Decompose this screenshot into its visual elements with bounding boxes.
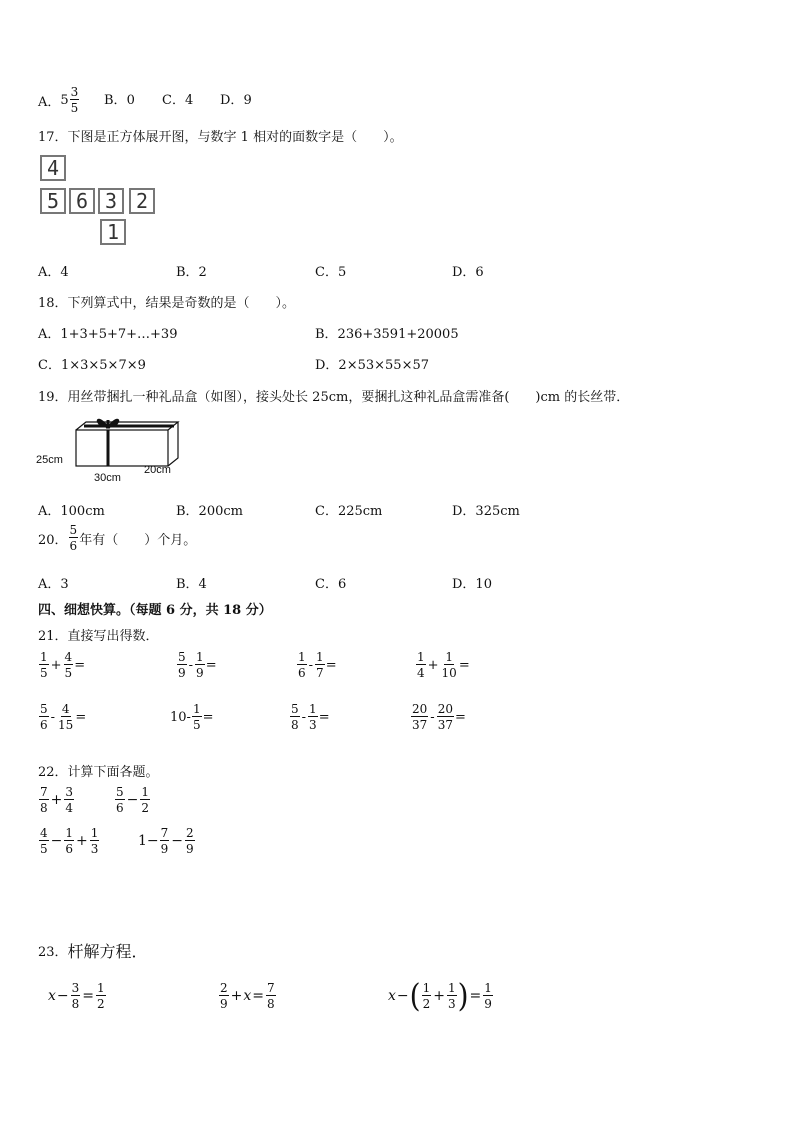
fraction: $\frac{7}{8}$ <box>40 785 48 815</box>
q17-option-c: C．5 <box>315 265 347 280</box>
q22-expression: 1− $\frac{7}{9}$ − $\frac{2}{9}$ <box>138 826 194 856</box>
fraction: $\frac{2}{9}$ <box>220 981 228 1011</box>
q19-question: 19．用丝带捆扎一种礼品盒（如图），接头处长 25cm，要捆扎这种礼品盒需准备( )cm 的长丝带． <box>38 390 630 405</box>
q21-expression: 10- $\frac{1}{5}$ = <box>170 702 214 732</box>
fraction: $\frac{1}{10}$ <box>441 650 457 680</box>
q19-option-c: C．225cm <box>315 504 383 519</box>
q21-expression: $\frac{1}{6}$ - $\frac{1}{7}$ = <box>298 650 337 680</box>
fraction: $\frac{4}{5}$ <box>64 650 73 680</box>
q16-option-c: C．4 <box>162 93 194 108</box>
q19-option-b: B．200cm <box>176 504 243 519</box>
fraction: $\frac{1}{7}$ <box>316 650 324 680</box>
q23-equation: $\frac{2}{9}$ + x = $\frac{7}{8}$ <box>220 981 275 1011</box>
q19-option-d: D．325cm <box>452 504 520 519</box>
fraction: $\frac{1}{6}$ <box>65 826 74 856</box>
fraction: $\frac{3}{8}$ <box>71 981 80 1011</box>
net-face-bottom: 1 <box>100 219 126 245</box>
fraction: $\frac{1}{2}$ <box>422 981 431 1011</box>
q18-question: 18．下列算式中，结果是奇数的是（ ）。 <box>38 296 296 311</box>
fraction: $\frac{1}{2}$ <box>141 785 150 815</box>
q18-option-b: B．236+3591+20005 <box>315 327 459 342</box>
fraction: $\frac{2}{9}$ <box>186 826 194 856</box>
box-height-label: 25cm <box>36 454 63 466</box>
fraction: $\frac{1}{3}$ <box>90 826 99 856</box>
mixed-number-whole: 5 <box>60 92 69 108</box>
q17-option-a: A．4 <box>38 265 69 280</box>
option-letter: A． <box>38 94 61 110</box>
fraction: $\frac{1}{4}$ <box>417 650 425 680</box>
q22-question: 22．计算下面各题。 <box>38 765 159 780</box>
fraction: $\frac{1}{9}$ <box>196 650 204 680</box>
fraction: $\frac{5}{9}$ <box>178 650 186 680</box>
fraction: $\frac{4}{15}$ <box>58 702 74 732</box>
fraction: $\frac{3}{4}$ <box>65 785 74 815</box>
fraction: $\frac{7}{8}$ <box>267 981 275 1011</box>
q20-option-d: D．10 <box>452 577 492 592</box>
box-length-label: 30cm <box>94 472 121 484</box>
net-face: 3 <box>98 188 124 214</box>
q21-expression: $\frac{20}{37}$ - $\frac{20}{37}$ = <box>412 702 466 732</box>
fraction: $\frac{7}{9}$ <box>160 826 169 856</box>
fraction: $\frac{1}{6}$ <box>298 650 306 680</box>
q22-expression: $\frac{4}{5}$ − $\frac{1}{6}$ + $\frac{1}{3}$ <box>40 826 99 856</box>
fraction: $\frac{1}{5}$ <box>40 650 48 680</box>
q23-equation: x − $\frac{3}{8}$ = $\frac{1}{2}$ <box>48 981 105 1011</box>
q20-option-b: B．4 <box>176 577 207 592</box>
fraction: $\frac{5}{8}$ <box>291 702 299 732</box>
q19-option-a: A．100cm <box>38 504 105 519</box>
q17-option-b: B．2 <box>176 265 207 280</box>
q20-option-c: C．6 <box>315 577 347 592</box>
q22-expression: $\frac{5}{6}$ − $\frac{1}{2}$ <box>116 785 150 815</box>
q21-expression: $\frac{1}{4}$ + $\frac{1}{10}$ = <box>417 650 470 680</box>
fraction: $\frac{4}{5}$ <box>40 826 48 856</box>
q21-expression: $\frac{5}{9}$ - $\frac{1}{9}$ = <box>178 650 217 680</box>
fraction: $\frac{1}{3}$ <box>309 702 317 732</box>
gift-box-figure <box>36 416 186 486</box>
fraction: $\frac{1}{3}$ <box>447 981 456 1011</box>
fraction: $\frac{1}{9}$ <box>484 981 492 1011</box>
q18-option-c: C．1×3×5×7×9 <box>38 358 146 373</box>
cube-net-figure <box>40 155 160 251</box>
box-width-label: 20cm <box>144 464 171 476</box>
q21-expression: $\frac{1}{5}$ + $\frac{4}{5}$ = <box>40 650 86 680</box>
q18-option-d: D．2×53×55×57 <box>315 358 429 373</box>
fraction: $\frac{1}{5}$ <box>192 702 201 732</box>
q20-option-a: A．3 <box>38 577 69 592</box>
q21-expression: $\frac{5}{8}$ - $\frac{1}{3}$ = <box>291 702 330 732</box>
q17-option-d: D．6 <box>452 265 484 280</box>
q23-equation: x − ( $\frac{1}{2}$ + $\frac{1}{3}$ ) = $\frac{1}{9}$ <box>388 976 492 1015</box>
q23-question: 23． 杆解方程． <box>38 942 148 961</box>
net-face: 5 <box>40 188 66 214</box>
fraction: $\frac{20}{37}$ <box>412 702 428 732</box>
q20-question: 20． $\frac{5}{6}$ 年有（ ）个月。 <box>38 523 197 553</box>
q21-expression: $\frac{5}{6}$ - $\frac{4}{15}$ = <box>40 702 87 732</box>
q16-option-d: D．9 <box>220 93 252 108</box>
q16-option-a <box>38 86 80 114</box>
fraction: $\frac{1}{2}$ <box>97 981 105 1011</box>
q22-expression: $\frac{7}{8}$ + $\frac{3}{4}$ <box>40 785 74 815</box>
section-heading: 四、细想快算。（每题 6 分，共 18 分） <box>38 603 272 618</box>
net-face: 6 <box>69 188 95 214</box>
q18-option-a: A．1+3+5+7+…+39 <box>38 327 178 342</box>
fraction: $\frac{5}{6}$ <box>69 523 78 553</box>
q17-question: 17．下图是正方体展开图，与数字 1 相对的面数字是（ ）。 <box>38 130 403 145</box>
fraction: $\frac{3}{5}$ <box>70 85 79 115</box>
net-face-top: 4 <box>40 155 66 181</box>
fraction: $\frac{5}{6}$ <box>116 785 124 815</box>
fraction: $\frac{5}{6}$ <box>40 702 48 732</box>
fraction: $\frac{20}{37}$ <box>437 702 453 732</box>
q16-option-b: B．0 <box>104 93 135 108</box>
net-face: 2 <box>129 188 155 214</box>
q21-question: 21．直接写出得数． <box>38 629 159 644</box>
